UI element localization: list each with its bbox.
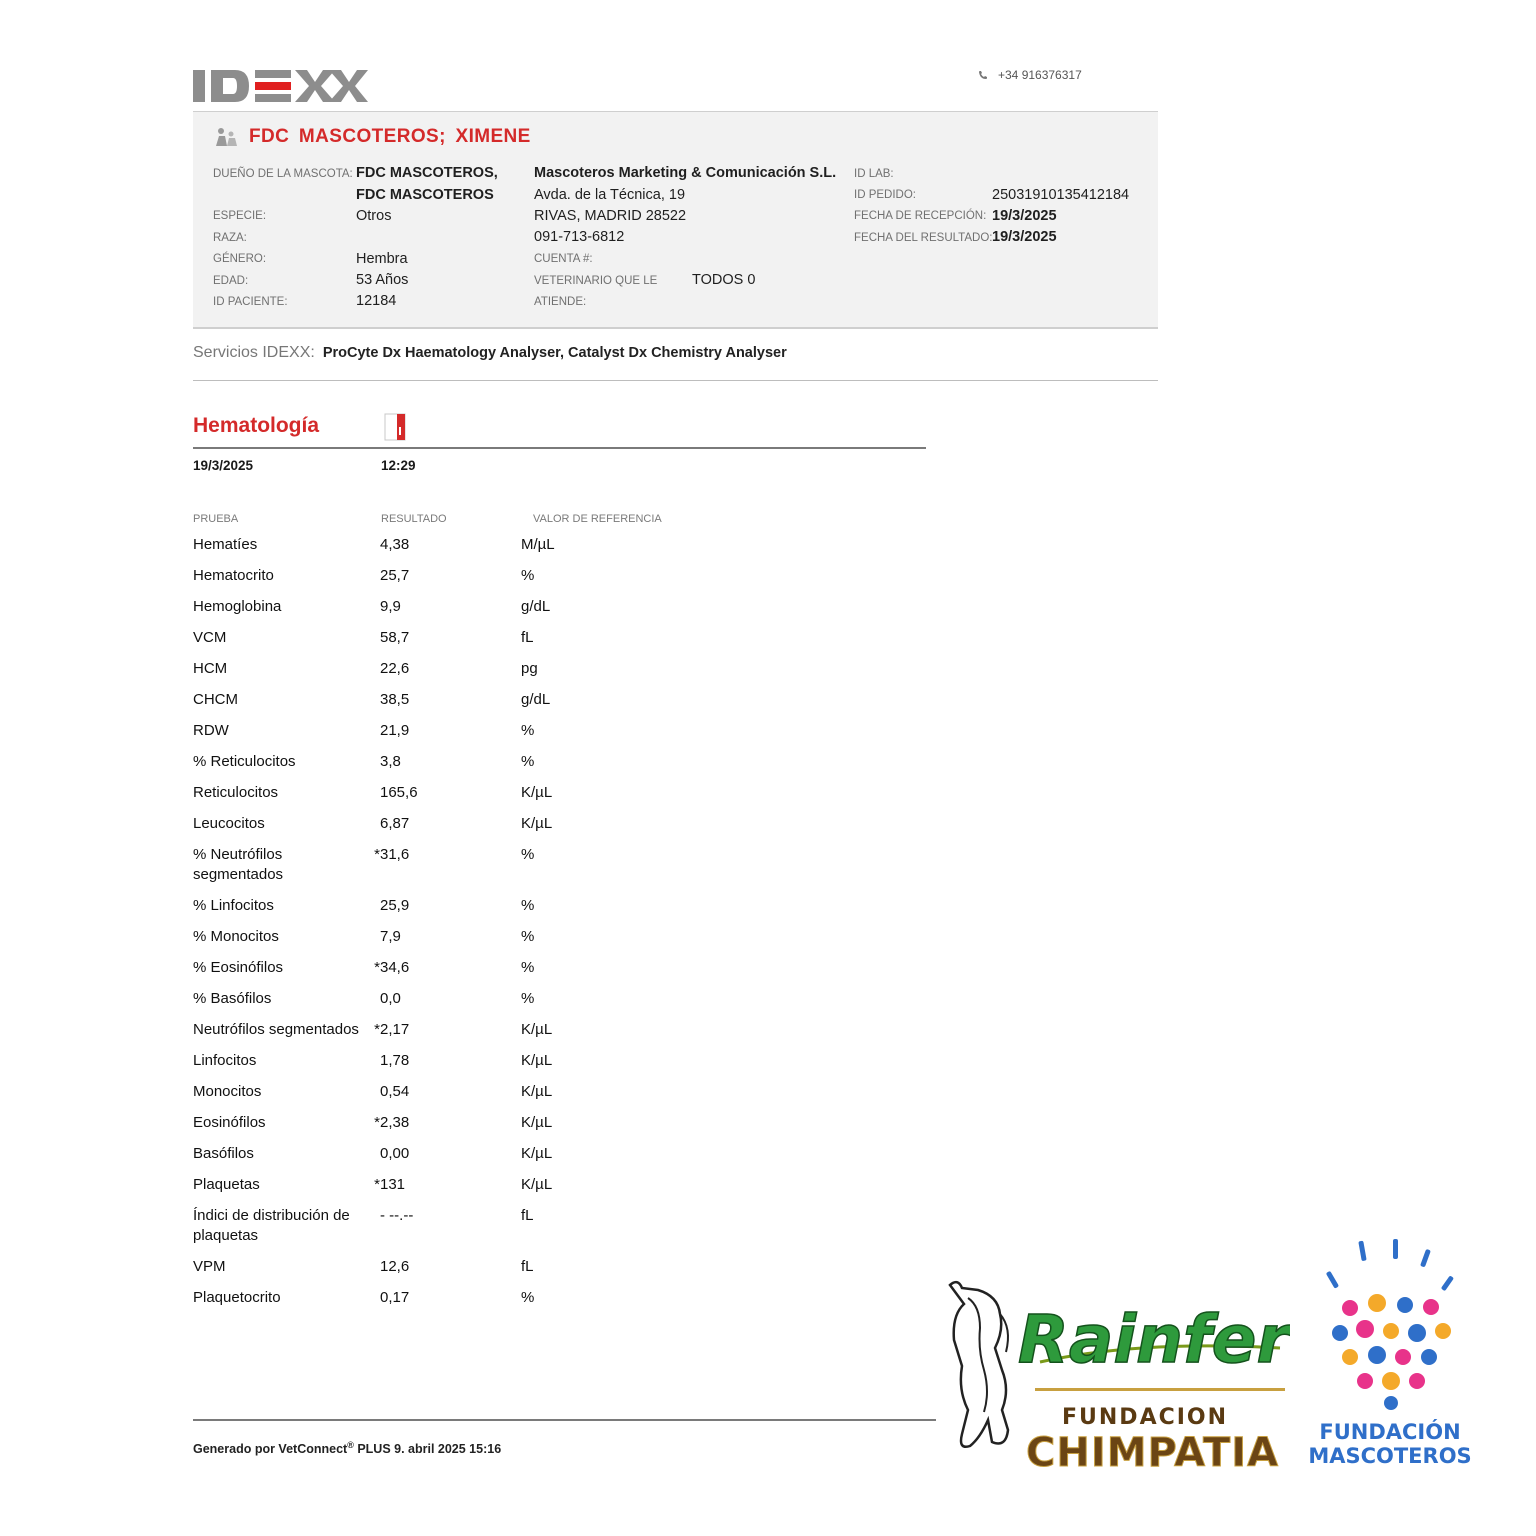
test-name: Basófilos: [193, 1145, 254, 1162]
column-test: PRUEBA: [193, 513, 239, 525]
abnormal-flag: [368, 1051, 380, 1071]
results-table: [193, 535, 893, 1319]
services-label: Servicios IDEXX:: [193, 344, 315, 361]
abnormal-flag: [368, 1144, 380, 1164]
table-row: [193, 721, 893, 741]
vet-label-2: ATIENDE:: [534, 296, 587, 308]
test-result-cell: [368, 989, 521, 1009]
test-unit: g/dL: [521, 598, 551, 615]
generated-by: [193, 1440, 501, 1456]
test-name: Plaquetas: [193, 1176, 260, 1193]
owner-label: DUEÑO DE LA MASCOTA:: [213, 168, 353, 180]
test-result: 9,9: [380, 598, 401, 615]
test-unit: %: [521, 567, 535, 584]
test-result: 2,38: [380, 1114, 410, 1131]
test-result-cell: [368, 783, 521, 803]
owner-name-1: FDC MASCOTEROS,: [356, 165, 498, 181]
test-result-cell: [368, 1288, 521, 1308]
table-row: [193, 535, 893, 555]
test-result-cell: [368, 1113, 521, 1133]
services-value: ProCyte Dx Haematology Analyser, Catalyst Dx Chemistry Analyser: [322, 345, 787, 361]
test-result: 0,00: [380, 1145, 410, 1162]
test-result: 0,17: [380, 1289, 410, 1306]
registered-mark: ®: [347, 1440, 354, 1450]
test-result-cell: [368, 814, 521, 834]
test-unit: %: [521, 897, 535, 914]
test-result: 58,7: [380, 629, 410, 646]
phone-number: +34 916376317: [998, 68, 1082, 82]
received-date-label: FECHA DE RECEPCIÓN:: [854, 210, 987, 222]
services-row: [193, 344, 787, 362]
result-date-value: 19/3/2025: [992, 229, 1057, 245]
test-result-cell: [368, 1257, 521, 1277]
table-row: [193, 958, 893, 978]
footer-suffix: PLUS 9. abril 2025 15:16: [353, 1442, 502, 1457]
hematology-title: Hematología: [193, 414, 320, 437]
age-value: 53 Años: [356, 272, 409, 288]
test-name: Índici de distribución de plaquetas: [193, 1207, 350, 1244]
abnormal-flag: [368, 628, 380, 648]
phone-icon: [978, 70, 988, 80]
abnormal-flag: [368, 1082, 380, 1102]
test-unit: %: [521, 959, 535, 976]
patient-id-label: ID PACIENTE:: [213, 296, 288, 308]
footer-divider: [193, 1419, 936, 1421]
test-unit: K/µL: [521, 1145, 553, 1162]
test-result: 31,6: [380, 846, 410, 863]
order-id-value: 25031910135412184: [992, 187, 1130, 203]
clinic-address-1: Avda. de la Técnica, 19: [534, 187, 686, 203]
fundacion-label: FUNDACIÓN: [1319, 1420, 1461, 1444]
test-name: Neutrófilos segmentados: [193, 1021, 359, 1038]
abnormal-flag: [368, 566, 380, 586]
table-row: [193, 1175, 893, 1195]
tube-icon: [384, 413, 406, 441]
test-unit: %: [521, 928, 535, 945]
test-unit: fL: [521, 1258, 534, 1275]
test-result-cell: [368, 896, 521, 916]
abnormal-flag: [368, 659, 380, 679]
test-result: 34,6: [380, 959, 410, 976]
test-result-cell: [368, 1144, 521, 1164]
column-result: RESULTADO: [381, 513, 447, 525]
test-result: 25,7: [380, 567, 410, 584]
patient-name: FDC MASCOTEROS; XIMENE: [249, 126, 531, 147]
divider: [193, 380, 1158, 381]
hematology-time: 12:29: [381, 458, 416, 473]
test-result: 4,38: [380, 536, 410, 553]
test-name: Hemoglobina: [193, 598, 282, 615]
species-label: ESPECIE:: [213, 210, 267, 222]
test-result: 2,17: [380, 1021, 410, 1038]
test-name: % Reticulocitos: [193, 753, 296, 770]
table-row: [193, 597, 893, 617]
test-unit: %: [521, 753, 535, 770]
test-name: RDW: [193, 722, 229, 739]
abnormal-flag: [368, 896, 380, 916]
test-result-cell: [368, 597, 521, 617]
test-result-cell: [368, 752, 521, 772]
test-name: HCM: [193, 660, 228, 677]
abnormal-flag: [368, 1288, 380, 1308]
fundacion-mascoteros-logo: [1305, 1233, 1475, 1473]
table-row: [193, 896, 893, 916]
abnormal-flag: *: [374, 1114, 380, 1131]
test-name: Plaquetocrito: [193, 1289, 281, 1306]
order-id-label: ID PEDIDO:: [854, 189, 916, 201]
test-name: VPM: [193, 1258, 226, 1275]
table-row: [193, 783, 893, 803]
result-date-label: FECHA DEL RESULTADO:: [854, 232, 993, 244]
abnormal-flag: *: [374, 846, 380, 863]
test-name: CHCM: [193, 691, 238, 708]
test-result-cell: [368, 958, 521, 978]
test-result-cell: [368, 659, 521, 679]
test-name: % Basófilos: [193, 990, 272, 1007]
table-row: [193, 1144, 893, 1164]
table-row: [193, 1020, 893, 1040]
table-row: [193, 1206, 893, 1246]
rainfer-chimpatia-logo: [940, 1270, 1290, 1475]
test-result: 6,87: [380, 815, 410, 832]
test-unit: g/dL: [521, 691, 551, 708]
test-unit: K/µL: [521, 1052, 553, 1069]
vet-label-1: VETERINARIO QUE LE: [534, 275, 658, 287]
hematology-date: 19/3/2025: [193, 458, 254, 473]
test-name: VCM: [193, 629, 227, 646]
table-row: [193, 814, 893, 834]
test-result-cell: [368, 927, 521, 947]
table-row: [193, 1051, 893, 1071]
test-result-cell: [368, 1082, 521, 1102]
test-name: % Monocitos: [193, 928, 279, 945]
rainfer-text: Rainfer: [1018, 1301, 1289, 1378]
footer-prefix: Generado por VetConnect: [193, 1442, 348, 1457]
lab-id-label: ID LAB:: [854, 168, 894, 180]
test-result-cell: [368, 1206, 521, 1226]
test-name: Hematíes: [193, 536, 258, 553]
pets-icon: [213, 124, 239, 150]
vet-value: TODOS 0: [692, 272, 756, 288]
gender-label: GÉNERO:: [213, 253, 267, 265]
test-unit: %: [521, 846, 535, 863]
abnormal-flag: [368, 752, 380, 772]
abnormal-flag: [368, 597, 380, 617]
abnormal-flag: [368, 690, 380, 710]
test-result: 25,9: [380, 897, 410, 914]
test-result: 165,6: [380, 784, 418, 801]
abnormal-flag: [368, 1206, 380, 1226]
test-result: 3,8: [380, 753, 401, 770]
species-value: Otros: [356, 208, 392, 224]
patient-header: [213, 124, 531, 150]
owner-name-2: FDC MASCOTEROS: [356, 187, 494, 203]
phone-contact: [978, 68, 1082, 82]
test-result-cell: [368, 1051, 521, 1071]
received-date-value: 19/3/2025: [992, 208, 1057, 224]
test-result: 7,9: [380, 928, 401, 945]
clinic-name: Mascoteros Marketing & Comunicación S.L.: [534, 165, 837, 181]
idexx-logo: [193, 68, 368, 106]
test-result-cell: [368, 845, 521, 865]
test-unit: %: [521, 722, 535, 739]
test-result: 1,78: [380, 1052, 410, 1069]
abnormal-flag: *: [374, 1176, 380, 1193]
table-row: [193, 628, 893, 648]
table-row: [193, 845, 893, 885]
abnormal-flag: [368, 721, 380, 741]
abnormal-flag: *: [374, 1021, 380, 1038]
test-unit: %: [521, 990, 535, 1007]
table-row: [193, 690, 893, 710]
hematology-divider: [193, 447, 926, 449]
patient-id-value: 12184: [356, 293, 397, 309]
test-unit: K/µL: [521, 1114, 553, 1131]
breed-label: RAZA:: [213, 232, 247, 244]
gender-value: Hembra: [356, 251, 408, 267]
test-unit: K/µL: [521, 1021, 553, 1038]
abnormal-flag: *: [374, 959, 380, 976]
table-row: [193, 1288, 893, 1308]
test-unit: pg: [521, 660, 538, 677]
table-row: [193, 927, 893, 947]
age-label: EDAD:: [213, 275, 249, 287]
test-result-cell: [368, 721, 521, 741]
test-result-cell: [368, 1020, 521, 1040]
test-unit: K/µL: [521, 1083, 553, 1100]
mascoteros-label: MASCOTEROS: [1308, 1444, 1472, 1468]
test-name: Reticulocitos: [193, 784, 279, 801]
test-result: 131: [380, 1176, 406, 1193]
test-name: Eosinófilos: [193, 1114, 266, 1131]
test-result: 0,0: [380, 990, 401, 1007]
test-result-cell: [368, 535, 521, 555]
account-label: CUENTA #:: [534, 253, 593, 265]
abnormal-flag: [368, 814, 380, 834]
test-result: 22,6: [380, 660, 410, 677]
table-row: [193, 566, 893, 586]
test-name: Linfocitos: [193, 1052, 257, 1069]
column-reference: VALOR DE REFERENCIA: [533, 513, 662, 525]
test-result: 21,9: [380, 722, 410, 739]
test-result: 0,54: [380, 1083, 410, 1100]
test-result-cell: [368, 628, 521, 648]
test-name: Leucocitos: [193, 815, 265, 832]
test-unit: K/µL: [521, 1176, 553, 1193]
table-row: [193, 752, 893, 772]
test-result-cell: [368, 690, 521, 710]
test-name: Hematocrito: [193, 567, 274, 584]
table-row: [193, 989, 893, 1009]
abnormal-flag: [368, 989, 380, 1009]
test-name: % Neutrófilos segmentados: [193, 846, 284, 883]
fundacion-text: FUNDACION: [1062, 1405, 1229, 1430]
test-unit: K/µL: [521, 815, 553, 832]
clinic-phone: 091-713-6812: [534, 229, 625, 245]
test-result-cell: [368, 1175, 521, 1195]
table-row: [193, 1257, 893, 1277]
test-name: Monocitos: [193, 1083, 262, 1100]
test-result: 12,6: [380, 1258, 410, 1275]
patient-info-panel: [193, 111, 1158, 329]
test-unit: fL: [521, 629, 534, 646]
test-result-cell: [368, 566, 521, 586]
chimpatia-text: CHIMPATIA: [1026, 1430, 1280, 1475]
table-row: [193, 1113, 893, 1133]
test-unit: %: [521, 1289, 535, 1306]
table-row: [193, 659, 893, 679]
table-row: [193, 1082, 893, 1102]
test-result: 38,5: [380, 691, 410, 708]
test-unit: M/µL: [521, 536, 555, 553]
abnormal-flag: [368, 927, 380, 947]
abnormal-flag: [368, 535, 380, 555]
test-result: - --.--: [380, 1207, 414, 1224]
test-name: % Eosinófilos: [193, 959, 284, 976]
abnormal-flag: [368, 783, 380, 803]
test-name: % Linfocitos: [193, 897, 274, 914]
clinic-address-2: RIVAS, MADRID 28522: [534, 208, 687, 224]
abnormal-flag: [368, 1257, 380, 1277]
test-unit: fL: [521, 1207, 534, 1224]
test-unit: K/µL: [521, 784, 553, 801]
